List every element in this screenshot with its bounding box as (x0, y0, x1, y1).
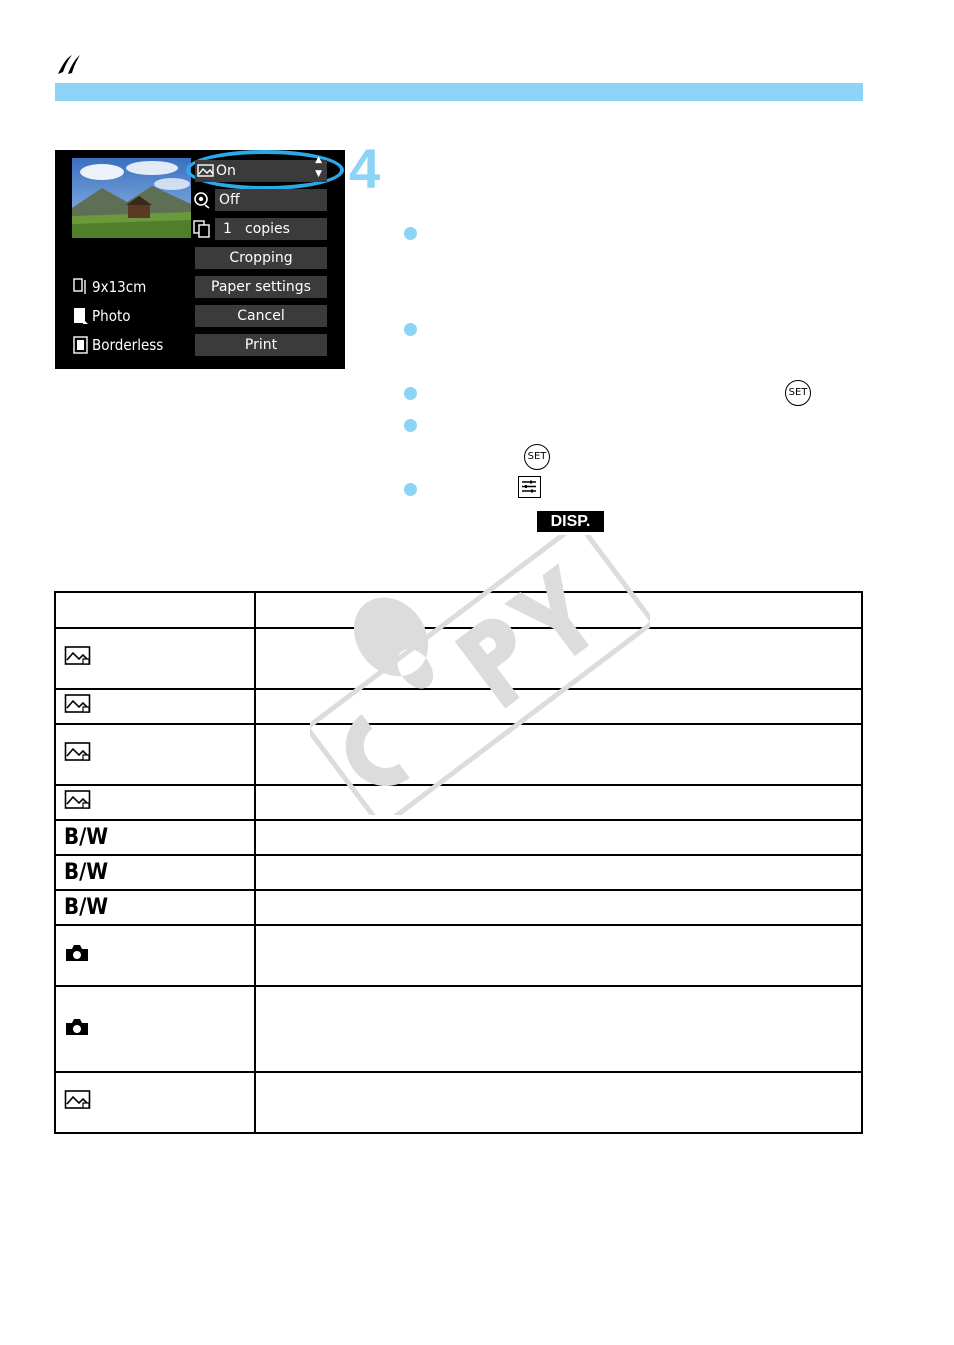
table-row (55, 890, 862, 925)
effect-field[interactable] (195, 155, 327, 182)
copies-field[interactable] (215, 218, 327, 240)
print-brush-icon (56, 52, 82, 76)
copies-count: 1 (223, 221, 232, 237)
photo-thumbnail (72, 158, 191, 238)
camera-icon (64, 943, 90, 963)
table-header-cell (55, 592, 255, 628)
step-number: 4 (349, 137, 381, 200)
effect-value: On (216, 163, 236, 179)
set-button-icon: SET (785, 380, 811, 406)
paper-settings-button[interactable]: Paper settings (195, 276, 327, 298)
red-eye-value: Off (219, 192, 240, 208)
bullet (404, 227, 417, 240)
page-layout-icon (72, 336, 90, 354)
set-button-icon: SET (524, 444, 550, 470)
photo-effect-icon (64, 741, 92, 763)
copies-label: copies (245, 221, 290, 237)
red-eye-field[interactable] (215, 189, 327, 211)
photo-effect-icon (64, 1089, 92, 1111)
photo-effect-icon (64, 789, 92, 811)
chevron-up-icon: ▲ (315, 155, 322, 165)
bw-icon: B/W (64, 895, 109, 920)
copy-watermark (310, 535, 650, 815)
chevron-down-icon: ▼ (315, 169, 322, 179)
camera-icon (64, 1017, 90, 1037)
section-header-bar (55, 83, 863, 101)
photo-effect-icon (197, 162, 215, 180)
bullet (404, 323, 417, 336)
print-settings-screen (55, 150, 345, 369)
copies-icon (193, 220, 211, 238)
table-row (55, 925, 862, 986)
bullet (404, 483, 417, 496)
bullet (404, 419, 417, 432)
table-row (55, 855, 862, 890)
paper-type-icon (72, 307, 90, 325)
table-row (55, 986, 862, 1072)
table-row (55, 820, 862, 855)
table-row (55, 1072, 862, 1133)
bw-icon: B/W (64, 825, 109, 850)
cancel-button[interactable]: Cancel (195, 305, 327, 327)
bullet (404, 387, 417, 400)
paper-size: 9x13cm (92, 278, 147, 296)
photo-effect-icon (64, 693, 92, 715)
red-eye-icon (193, 191, 211, 209)
paper-size-icon (72, 278, 90, 296)
photo-effect-icon (64, 645, 92, 667)
page-layout: Borderless (92, 336, 164, 354)
paper-type: Photo (92, 307, 131, 325)
bw-icon: B/W (64, 860, 109, 885)
cropping-button[interactable]: Cropping (195, 247, 327, 269)
menu-settings-icon (518, 476, 541, 498)
disp-button-icon: DISP. (537, 511, 604, 532)
print-button[interactable]: Print (195, 334, 327, 356)
